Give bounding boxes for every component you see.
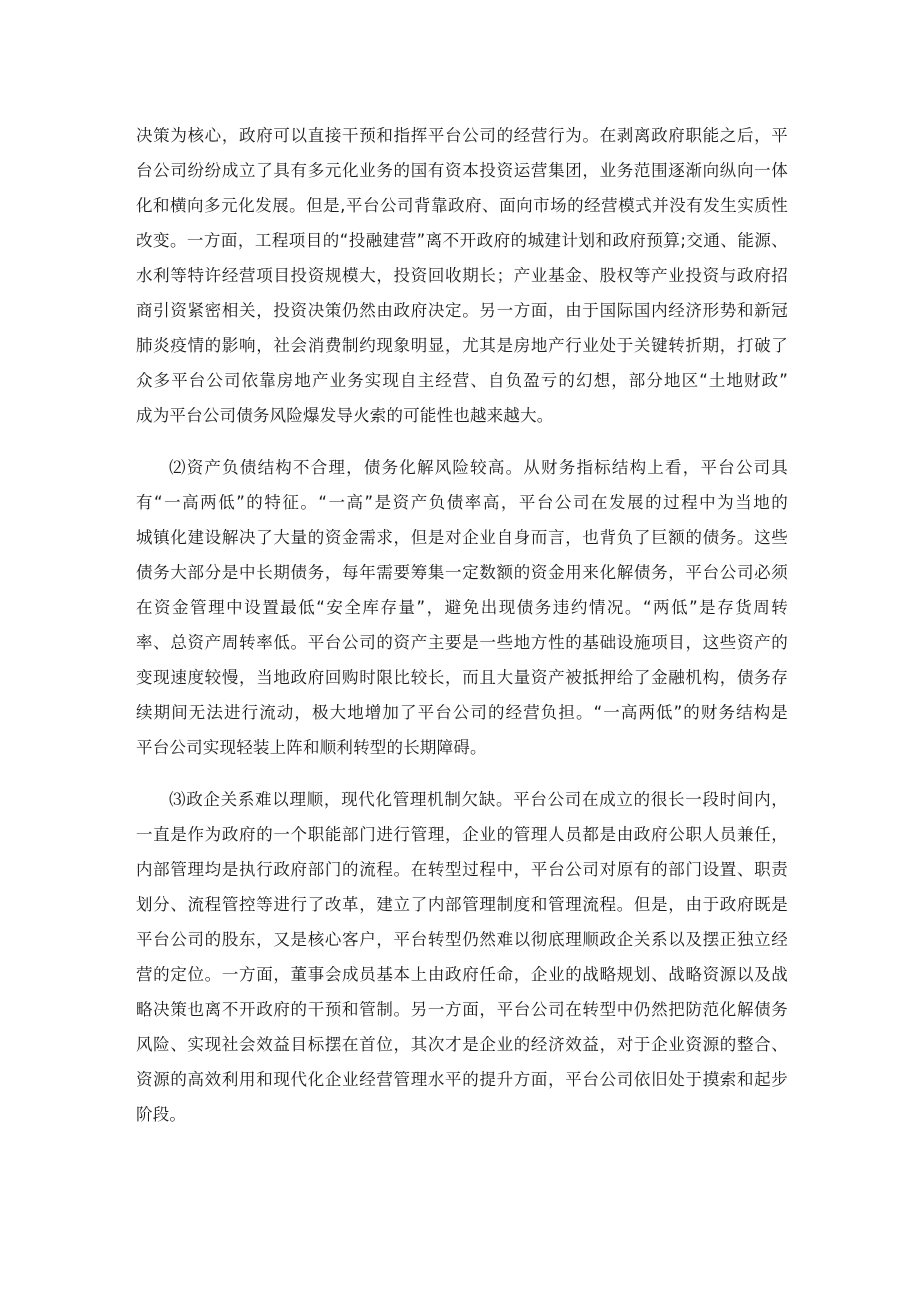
paragraph-line: 城镇化建设解决了大量的资金需求，但是对企业自身而言，也背负了巨额的债务。这些 <box>136 528 788 547</box>
paragraph-line: 率、总资产周转率低。平台公司的资产主要是一些地方性的基础设施项目，这些资产的 <box>136 633 788 652</box>
paragraph-line: 平台公司的股东，又是核心客户，平台转型仍然难以彻底理顺政企关系以及摆正独立经 <box>136 930 788 949</box>
paragraph-line: 资源的高效利用和现代化企业经营管理水平的提升方面，平台公司依旧处于摸索和起步 <box>136 1070 788 1089</box>
paragraph-3 <box>136 782 788 1132</box>
paragraph-line: 一直是作为政府的一个职能部门进行管理，企业的管理人员都是由政府公职人员兼任， <box>136 825 788 844</box>
paragraph-line: 阶段。 <box>136 1105 187 1124</box>
document-body <box>136 118 788 1132</box>
paragraph-line: 平台公司实现轻装上阵和顺利转型的长期障碍。 <box>136 738 487 757</box>
paragraph-line: 略决策也离不开政府的干预和管制。另一方面，平台公司在转型中仍然把防范化解债务 <box>136 1000 788 1019</box>
paragraph-line: 续期间无法进行流动，极大地增加了平台公司的经营负担。“一高两低”的财务结构是 <box>136 703 788 722</box>
paragraph-line: 内部管理均是执行政府部门的流程。在转型过程中，平台公司对原有的部门设置、职责 <box>136 860 788 879</box>
paragraph-line: 在资金管理中设置最低“安全库存量”，避免出现债务违约情况。“两低”是存货周转 <box>136 598 788 617</box>
paragraph-line: 改变。一方面，工程项目的“投融建营”离不开政府的城建计划和政府预算;交通、能源、 <box>136 231 788 250</box>
paragraph-line: 商引资紧密相关，投资决策仍然由政府决定。另一方面，由于国际国内经济形势和新冠 <box>136 301 788 320</box>
paragraph-line: 风险、实现社会效益目标摆在首位，其次才是企业的经济效益，对于企业资源的整合、 <box>136 1035 788 1054</box>
paragraph-line: 变现速度较慢，当地政府回购时限比较长，而且大量资产被抵押给了金融机构，债务存 <box>136 668 788 687</box>
paragraph-line: 众多平台公司依靠房地产业务实现自主经营、自负盈亏的幻想，部分地区“土地财政” <box>136 371 788 390</box>
paragraph-1 <box>136 118 788 433</box>
paragraph-line: 有“一高两低”的特征。“一高”是资产负债率高，平台公司在发展的过程中为当地的 <box>136 493 788 512</box>
paragraph-line: 肺炎疫情的影响，社会消费制约现象明显，尤其是房地产行业处于关键转折期，打破了 <box>136 336 788 355</box>
paragraph-line: 营的定位。一方面，董事会成员基本上由政府任命，企业的战略规划、战略资源以及战 <box>136 965 788 984</box>
paragraph-line: ⑵资产负债结构不合理，债务化解风险较高。从财务指标结构上看，平台公司具 <box>169 458 788 477</box>
paragraph-2 <box>136 450 788 765</box>
paragraph-line: 水利等特许经营项目投资规模大，投资回收期长；产业基金、股权等产业投资与政府招 <box>136 266 788 285</box>
paragraph-line: 台公司纷纷成立了具有多元化业务的国有资本投资运营集团，业务范围逐渐向纵向一体 <box>136 161 788 180</box>
paragraph-line: ⑶政企关系难以理顺，现代化管理机制欠缺。平台公司在成立的很长一段时间内， <box>169 790 788 809</box>
paragraph-line: 决策为核心，政府可以直接干预和指挥平台公司的经营行为。在剥离政府职能之后，平 <box>136 126 788 145</box>
paragraph-line: 化和横向多元化发展。但是,平台公司背靠政府、面向市场的经营模式并没有发生实质性 <box>136 196 788 215</box>
paragraph-line: 债务大部分是中长期债务，每年需要筹集一定数额的资金用来化解债务，平台公司必须 <box>136 563 788 582</box>
paragraph-line: 划分、流程管控等进行了改革，建立了内部管理制度和管理流程。但是，由于政府既是 <box>136 895 788 914</box>
paragraph-line: 成为平台公司债务风险爆发导火索的可能性也越来越大。 <box>136 406 554 425</box>
